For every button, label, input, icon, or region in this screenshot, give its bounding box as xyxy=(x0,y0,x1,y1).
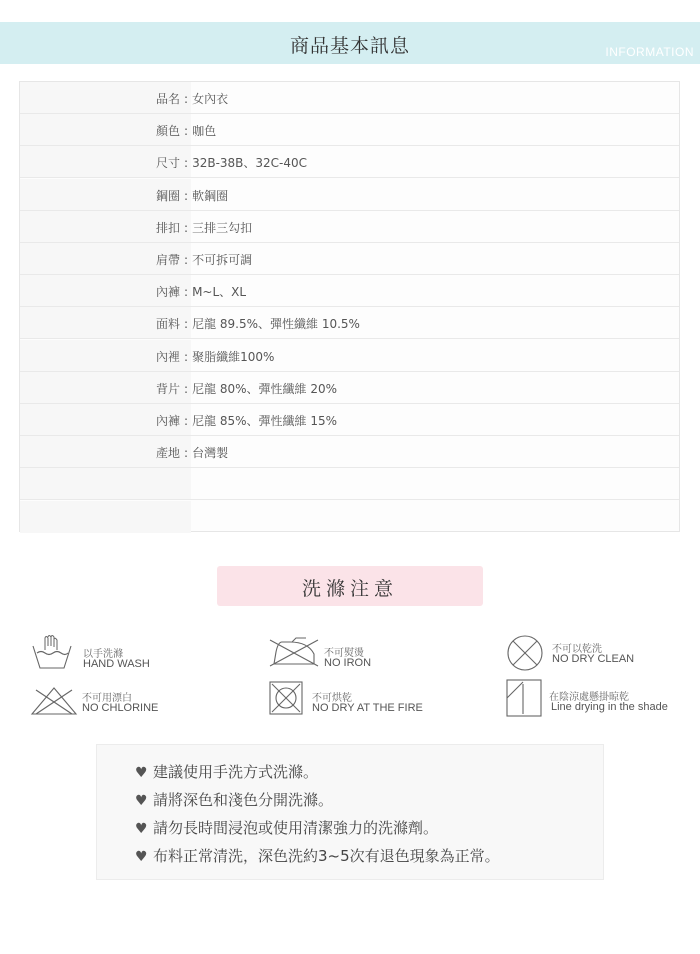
hand-wash-en: HAND WASH xyxy=(83,658,150,670)
care-note-text: 請勿長時間浸泡或使用清潔強力的洗滌劑。 xyxy=(153,819,439,837)
spec-label: 內褲 xyxy=(156,285,181,300)
info-title: 商品基本訊息 xyxy=(289,35,410,57)
spec-row xyxy=(20,307,679,339)
spec-colon: : xyxy=(184,285,189,300)
spec-colon: : xyxy=(184,381,189,396)
no-chlorine-zh: 不可用漂白 xyxy=(82,693,132,704)
spec-colon: : xyxy=(184,124,189,139)
no-iron-icon xyxy=(268,636,320,668)
care-notes-box xyxy=(96,744,604,880)
info-subtitle: INFORMATION xyxy=(605,45,694,59)
spec-value: 軟鋼圈 xyxy=(192,188,229,203)
spec-row xyxy=(20,82,679,114)
heart-icon: ♥ xyxy=(135,849,148,865)
heart-icon: ♥ xyxy=(135,793,148,809)
spec-label: 產地 xyxy=(156,446,181,461)
spec-value: 尼龍 89.5%、彈性纖維 10.5% xyxy=(192,317,360,332)
spec-value: 聚脂纖維100% xyxy=(192,349,275,364)
spec-row-text xyxy=(156,348,274,365)
spec-colon: : xyxy=(184,220,189,235)
care-note xyxy=(135,789,333,811)
spec-label: 內裡 xyxy=(156,349,181,364)
care-note xyxy=(135,817,438,839)
spec-row-text xyxy=(156,412,337,429)
spec-value: 三排三勾扣 xyxy=(192,220,253,235)
spec-row-left-cell xyxy=(20,501,191,533)
shade-dry-zh: 在陰涼處懸掛晾乾 xyxy=(549,692,629,703)
info-header-bar xyxy=(0,22,700,64)
care-item-no-dry-clean xyxy=(506,634,686,674)
no-tumble-dry-icon xyxy=(268,680,304,716)
spec-row-text xyxy=(156,122,216,139)
hand-wash-zh: 以手洗滌 xyxy=(83,649,123,660)
spec-value: 咖色 xyxy=(192,124,217,139)
spec-value: 女內衣 xyxy=(192,92,229,106)
no-dry-clean-icon xyxy=(506,634,544,672)
spec-row xyxy=(20,340,679,372)
spec-row-empty xyxy=(20,468,679,500)
spec-value: M~L、XL xyxy=(192,285,247,300)
spec-row xyxy=(20,114,679,146)
no-tumble-dry-en: NO DRY AT THE FIRE xyxy=(312,702,423,714)
care-item-no-chlorine xyxy=(30,686,230,726)
care-item-no-tumble-dry xyxy=(268,680,468,720)
spec-row xyxy=(20,243,679,275)
no-chlorine-en: NO CHLORINE xyxy=(82,702,159,714)
no-tumble-dry-zh: 不可烘乾 xyxy=(312,693,352,704)
spec-label: 鋼圈 xyxy=(156,188,181,203)
spec-table xyxy=(19,81,680,532)
spec-colon: : xyxy=(184,92,189,106)
spec-row-text xyxy=(156,283,246,300)
spec-row-empty xyxy=(20,501,679,533)
spec-label: 顏色 xyxy=(156,124,181,139)
care-item-shade-dry xyxy=(505,678,695,718)
spec-row-text xyxy=(156,444,228,461)
spec-label: 排扣 xyxy=(156,220,181,235)
no-iron-zh: 不可熨燙 xyxy=(324,648,364,659)
spec-row xyxy=(20,179,679,211)
spec-row-left-cell xyxy=(20,468,191,499)
spec-colon: : xyxy=(184,188,189,203)
shade-dry-en: Line drying in the shade xyxy=(551,701,668,713)
spec-row xyxy=(20,436,679,468)
spec-colon: : xyxy=(184,317,189,332)
spec-label: 內褲 xyxy=(156,414,181,428)
spec-row-text xyxy=(156,187,228,204)
care-note xyxy=(135,761,318,783)
spec-colon: : xyxy=(184,349,189,364)
no-dry-clean-zh: 不可以乾洗 xyxy=(552,644,602,655)
care-item-hand-wash xyxy=(31,632,231,672)
spec-label: 尺寸 xyxy=(156,156,181,171)
spec-value: 32B-38B、32C-40C xyxy=(192,156,308,171)
spec-value: 尼龍 80%、彈性纖維 20% xyxy=(192,381,338,396)
spec-colon: : xyxy=(184,414,189,428)
line-dry-shade-icon xyxy=(505,678,543,718)
no-iron-en: NO IRON xyxy=(324,657,372,669)
care-note xyxy=(135,845,500,867)
no-dry-clean-en: NO DRY CLEAN xyxy=(552,653,635,665)
care-note-text: 請將深色和淺色分開洗滌。 xyxy=(153,791,334,809)
spec-value: 台灣製 xyxy=(192,446,229,461)
spec-row xyxy=(20,404,679,436)
spec-value: 尼龍 85%、彈性纖維 15% xyxy=(192,414,338,428)
spec-row xyxy=(20,275,679,307)
spec-row-text xyxy=(156,251,252,268)
spec-row-text xyxy=(156,219,252,236)
heart-icon: ♥ xyxy=(135,821,148,837)
spec-label: 肩帶 xyxy=(156,253,181,267)
spec-label: 品名 xyxy=(156,92,181,106)
spec-row xyxy=(20,211,679,243)
spec-row-text xyxy=(156,315,360,332)
care-note-text: 布料正常清洗，深色洗約3~5次有退色現象為正常。 xyxy=(153,847,500,865)
spec-value: 不可拆可調 xyxy=(192,253,253,267)
spec-label: 面料 xyxy=(156,317,181,332)
spec-row-text xyxy=(156,154,307,171)
care-item-no-iron xyxy=(268,636,468,676)
care-note-text: 建議使用手洗方式洗滌。 xyxy=(153,763,319,781)
no-bleach-icon xyxy=(30,686,78,716)
spec-row-text xyxy=(156,90,228,107)
spec-row-text xyxy=(156,380,337,397)
care-title: 洗滌注意 xyxy=(301,578,398,600)
hand-wash-icon xyxy=(31,632,73,670)
spec-colon: : xyxy=(184,156,189,171)
spec-row xyxy=(20,372,679,404)
spec-label: 背片 xyxy=(156,381,181,396)
spec-row xyxy=(20,146,679,178)
spec-colon: : xyxy=(184,446,189,461)
care-header-bar xyxy=(217,566,483,606)
heart-icon: ♥ xyxy=(135,765,148,781)
spec-colon: : xyxy=(184,253,189,267)
